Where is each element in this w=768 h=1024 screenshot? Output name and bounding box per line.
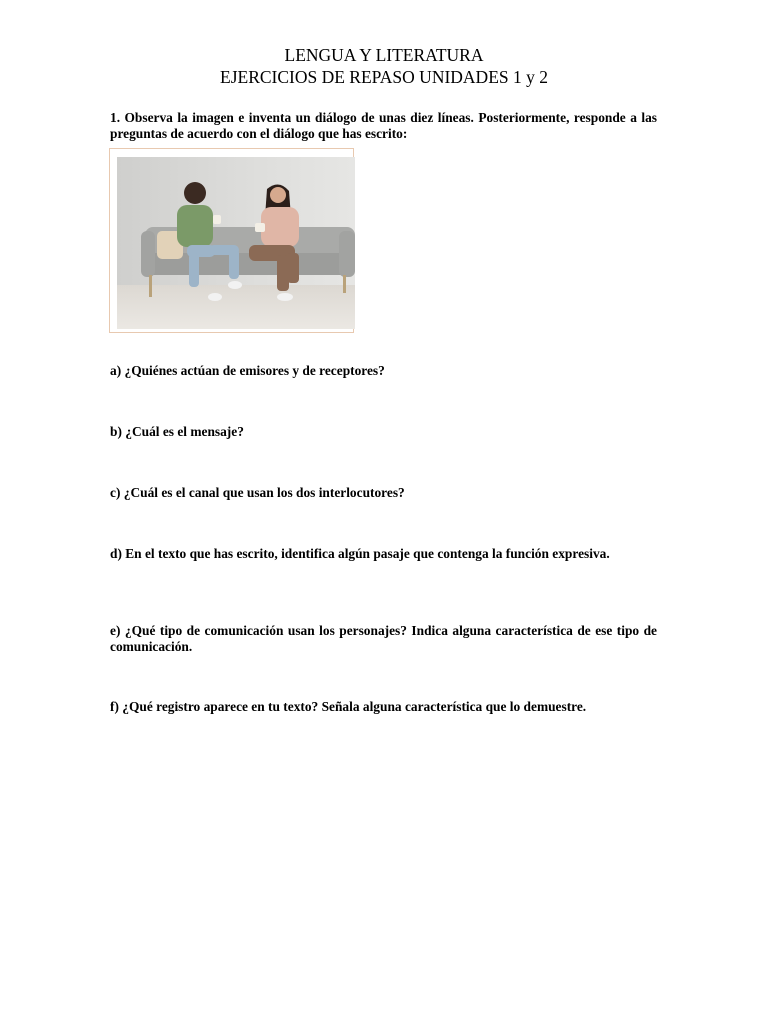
question-f: f) ¿Qué registro aparece en tu texto? Señala alguna característica que lo demuestre. xyxy=(110,699,587,714)
exercise-instructions: 1. Observa la imagen e inventa un diálogo de unas diez líneas. Posteriormente, responde a las preguntas de acuerdo con el diálogo que has escrito: xyxy=(110,110,657,141)
question-a: a) ¿Quiénes actúan de emisores y de receptores? xyxy=(110,363,385,378)
photo-two-people-on-sofa-icon xyxy=(117,157,355,329)
question-e: e) ¿Qué tipo de comunicación usan los personajes? Indica alguna característica de ese tipo de comunicación. xyxy=(110,623,657,654)
question-c: c) ¿Cuál es el canal que usan los dos interlocutores? xyxy=(110,485,405,500)
question-d: d) En el texto que has escrito, identifica algún pasaje que contenga la función expresiva. xyxy=(110,546,610,561)
image-frame xyxy=(109,148,354,333)
question-b: b) ¿Cuál es el mensaje? xyxy=(110,424,244,439)
page-subtitle: EJERCICIOS DE REPASO UNIDADES 1 y 2 xyxy=(220,67,548,87)
page-title: LENGUA Y LITERATURA xyxy=(284,45,484,65)
